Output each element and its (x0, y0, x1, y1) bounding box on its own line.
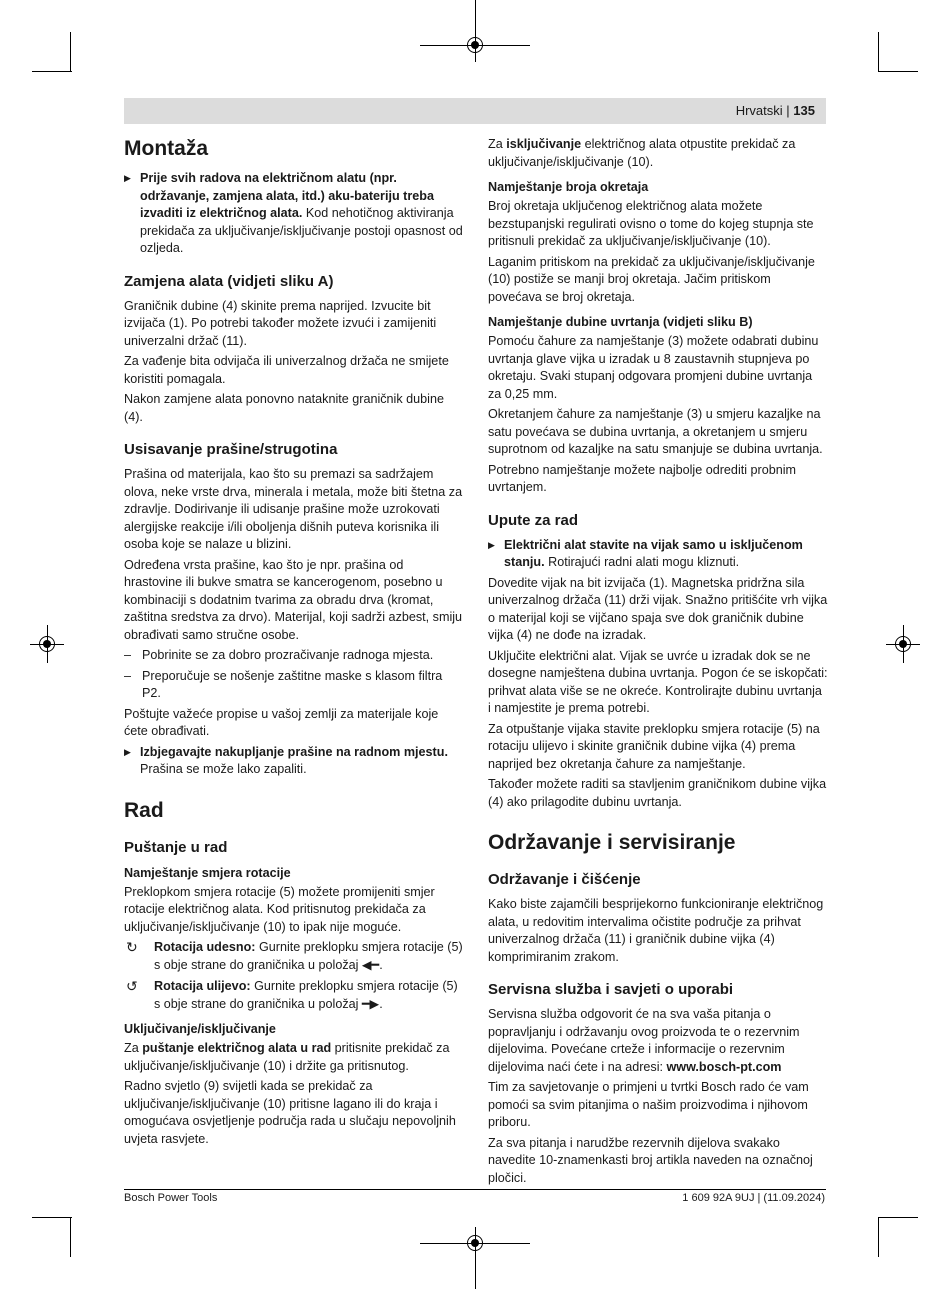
crop-mark (878, 1217, 918, 1218)
warning-bullet (124, 170, 464, 258)
subheading-ukljucivanje: Uključivanje/isključivanje (124, 1022, 276, 1036)
paragraph: Za vađenje bita odvijača ili univerzalnog držača ne smijete koristiti pomagala. (124, 354, 449, 386)
paragraph: Dovedite vijak na bit izvijača (1). Magnetska pridržna sila univerzalnog držača (11) drži vijak. Snažno pritišćite vrh vijka o materijal koji se vijčano spaja sve dok graničnik dubine vijka (4) ne dođe na izradak. (488, 575, 828, 642)
crop-mark (70, 1217, 71, 1257)
paragraph (488, 136, 828, 171)
header-bar (124, 98, 826, 124)
page-number: 135 (793, 103, 815, 118)
section-title-rad: Rad (124, 798, 164, 822)
paragraph: Potrebno namještanje možete najbolje odrediti probnim uvrtanjem. (488, 462, 797, 494)
paragraph: Preklopkom smjera rotacije (5) možete promijeniti smjer rotacije električnog alata. Kod pritisnutog prekidača za uključivanje/isključivanje (10) to ipak nije moguće. (124, 884, 435, 934)
rotation-text: Gurnite preklopku smjera rotacije (5) s obje strane do graničnika u položaj ━▶. (154, 979, 458, 1011)
page-header (736, 103, 815, 118)
rotation-left-item (124, 978, 464, 1013)
heading-usisavanje: Usisavanje prašine/strugotina (124, 441, 338, 458)
paragraph: Kako biste zajamčili besprijekorno funkcioniranje električnog alata, u redovitim intervalima očistite područje za prihvat univerzalnog držača (11) i graničnik dubine vijka (4) komprimiranim zrakom. (488, 897, 824, 964)
rotate-left-icon: ↺ (126, 978, 138, 994)
paragraph (124, 1040, 464, 1075)
header-language: Hrvatski (735, 103, 783, 118)
section-title-montaza: Montaža (124, 137, 208, 160)
registration-mark-icon (39, 636, 55, 652)
subheading-smjer: Namještanje smjera rotacije (124, 865, 291, 880)
dash-item: – Preporučuje se nošenje zaštitne maske s klasom filtra P2. (124, 668, 464, 703)
crop-mark (32, 1217, 72, 1218)
warning-text: Kod nehotičnog aktiviranja prekidača za uključivanje/isključivanje postoji opasnost od ozljeda. (140, 206, 463, 255)
heading-odrzavanje-ciscenje: Održavanje i čišćenje (488, 871, 641, 888)
text: Za (488, 137, 507, 151)
rotate-right-icon: ↻ (126, 939, 138, 955)
paragraph: Pomoću čahure za namještanje (3) možete odabrati dubinu uvrtanja glave vijka u izradak u 8 zaustavnih stupnjeva po okretaju. Svaki stupanj odgovara promjeni dubine uvrtanja za 0,25 mm. (488, 334, 819, 401)
text: Servisna služba odgovorit će na sva vaša pitanja o popravljanju i održavanju ovog proizvoda te o rezervnim dijelovima. Povećane crteže i informacije o rezervnim dijelovima naći ćete i na adresi: (488, 1007, 800, 1074)
footer-doc-id: 1 609 92A 9UJ | (11.09.2024) (682, 1192, 825, 1204)
left-column (124, 136, 464, 1151)
dash-item: – Pobrinite se za dobro prozračivanje radnoga mjesta. (124, 647, 464, 665)
warning-bold: Električni alat stavite na vijak samo u isključenom stanju. (504, 537, 803, 569)
rotation-right-item (124, 939, 464, 974)
warning-text: Prašina se može lako zapaliti. (140, 762, 307, 776)
text: električnog alata otpustite prekidač za uključivanje/isključivanje (10). (488, 137, 796, 169)
paragraph: Za sva pitanja i narudžbe rezervnih dijelova svakako navedite 10-znamenkasti broj artikla naveden na označnoj pločici. (488, 1135, 813, 1185)
subheading-dubina: Namještanje dubine uvrtanja (vidjeti sliku B) (488, 315, 753, 329)
rotation-text: Gurnite preklopku smjera rotacije (5) s obje strane do graničnika u položaj ◀━. (154, 940, 463, 972)
text-bold: isključivanje (506, 137, 582, 151)
warning-bullet (488, 537, 828, 572)
paragraph: Graničnik dubine (4) skinite prema naprijed. Izvucite bit izvijača (1). Po potrebi također možete izvući i zamijeniti univerzalni držač (11). (124, 298, 437, 348)
heading-upute: Upute za rad (488, 511, 579, 529)
warning-text: Rotirajući radni alati mogu kliznuti. (544, 555, 740, 569)
heading-servisna-sluzba: Servisna služba i savjeti o uporabi (488, 981, 734, 998)
rotation-label: Rotacija udesno: (154, 940, 256, 954)
paragraph: Poštujte važeće propise u vašoj zemlji za materijale koje ćete obrađivati. (124, 706, 439, 738)
registration-mark-icon (467, 1235, 483, 1251)
paragraph: Nakon zamjene alata ponovno nataknite graničnik dubine (4). (124, 392, 444, 424)
crop-mark (70, 32, 71, 72)
text: Za (124, 1041, 143, 1055)
warning-bold: Prije svih radova na električnom alatu (npr. održavanje, zamjena alata, itd.) aku-bateriju treba izvaditi iz električnog alata. (140, 171, 434, 220)
paragraph: Okretanjem čahure za namještanje (3) u smjeru kazaljke na satu povećava se dubina uvrtanja, a okretanjem u smjeru suprotnom od kazaljke na satu smanjuje se dubina uvrtanja. (488, 407, 823, 456)
warning-bullet (124, 744, 464, 779)
text: pritisnite prekidač za uključivanje/isključivanje (10) i držite ga pritisnutog. (124, 1041, 450, 1073)
heading-zamjena-alata: Zamjena alata (vidjeti sliku A) (124, 272, 334, 290)
paragraph: Broj okretaja uključenog električnog alata možete bezstupanjski regulirati ovisno o tome do kojeg stupnja ste pritisnuli prekidač za uključivanje/isključivanje (10). (488, 199, 814, 248)
registration-mark-icon (467, 37, 483, 53)
heading-pustanje: Puštanje u rad (124, 838, 228, 856)
text-bold: puštanje električnog alata u rad (142, 1041, 332, 1055)
rotation-label: Rotacija ulijevo: (154, 979, 251, 993)
footer-brand: Bosch Power Tools (124, 1192, 218, 1204)
header-separator: | (786, 103, 790, 118)
paragraph (488, 1006, 828, 1076)
crop-mark (32, 71, 72, 72)
crop-mark (878, 32, 879, 72)
paragraph: Radno svjetlo (9) svijetli kada se prekidač za uključivanje/isključivanje (10) pritisne lagano ili do kraja i omogućava osvjetljenje područja rada u slučaju nepovoljnih uvjeta rasvjete. (124, 1079, 456, 1146)
crop-mark (878, 71, 918, 72)
website-link[interactable]: www.bosch-pt.com (666, 1059, 782, 1074)
section-title-odrzavanje: Održavanje i servisiranje (488, 831, 736, 854)
paragraph: Tim za savjetovanje o primjeni u tvrtki Bosch rado će vam pomoći sa svim pitanjima o našim proizvodima i njihovom priboru. (488, 1080, 809, 1129)
registration-mark-icon (895, 636, 911, 652)
paragraph: Određena vrsta prašine, kao što je npr. prašina od hrastovine ili bukve smatra se kancerogenom, posebno u kombinaciji s dodatnim tvarima za obradu drva (kromat, zaštitna sredstva za drvo). Materijal, koji sadrži azbest, smiju obrađivati samo stručne osobe. (124, 557, 463, 642)
paragraph: Uključite električni alat. Vijak se uvrće u izradak dok se ne dosegne namještena dubina uvrtanja. Pogon će se iskopčati: prihvat alata više se ne okreće. Kontrolirajte dubinu uvrtanja i namjestite je prema potrebi. (488, 648, 828, 715)
paragraph: Prašina od materijala, kao što su premazi sa sadržajem olova, neke vrste drva, minerala i metala, može biti štetna za zdravlje. Dodirivanje ili udisanje prašine može uzrokovati alergijske reakcije i/ili oboljenja dišnih puteva korisnika ili osoba koje se nalaze u blizini. (124, 467, 463, 551)
footer-rule (124, 1189, 826, 1190)
paragraph: Za otpuštanje vijaka stavite preklopku smjera rotacije (5) na rotaciju ulijevo i skinite graničnik dubine vijka (4) prema naprijed bez okretanja čahure za namještanje. (488, 721, 820, 771)
subheading-broj-okretaja: Namještanje broja okretaja (488, 180, 649, 194)
crop-mark (878, 1217, 879, 1257)
warning-bold: Izbjegavajte nakupljanje prašine na radnom mjestu. (140, 744, 448, 759)
paragraph: Laganim pritiskom na prekidač za uključivanje/isključivanje (10) postiže se manji broj okretaja. Jačim pritiskom povećava se broj okretaja. (488, 254, 815, 304)
right-column (488, 136, 828, 1190)
paragraph: Također možete raditi sa stavljenim graničnikom dubine vijka (4) ako prilagodite dubinu uvrtanja. (488, 777, 827, 809)
